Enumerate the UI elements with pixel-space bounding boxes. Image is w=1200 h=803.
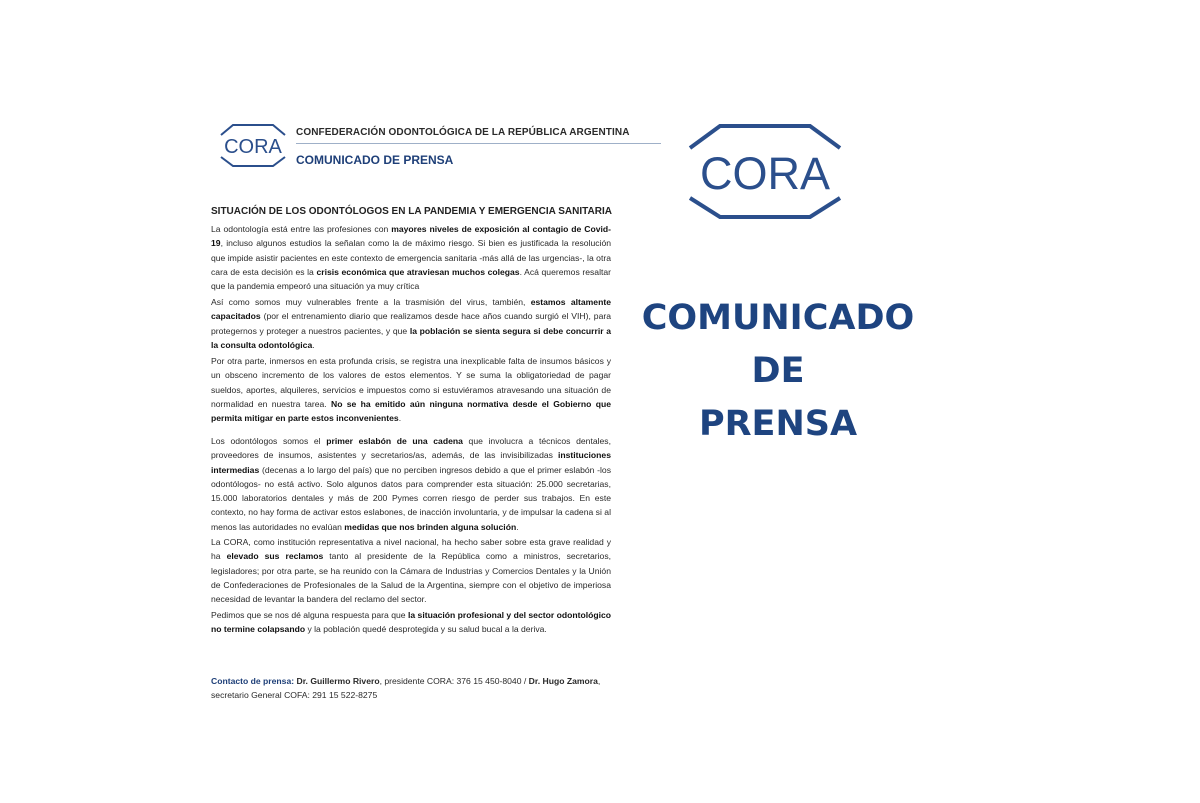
logo-text: CORA — [224, 136, 282, 158]
paragraph-6 — [211, 608, 611, 637]
text-run: (decenas a lo largo del país) que no perciben ingresos debido a que el primer eslabón -los odontólogos- no está activo. Solo algunos datos para comprender esta situación: 25.000 secretarias, 15.000 laboratorios dentales y más de 200 Pymes corren riesgo de perder sus trabajos. En este contexto, no hay forma de activar estos eslabones, de inacción involuntaria, y de impulsar la cadena si al menos las autoridades no evalúan — [211, 464, 611, 532]
document-heading: SITUACIÓN DE LOS ODONTÓLOGOS EN LA PANDEMIA Y EMERGENCIA SANITARIA — [211, 206, 612, 217]
cora-logo-large — [687, 122, 843, 220]
text-run: Por otra parte, inmersos en esta profunda crisis, se registra una inexplicable falta de insumos básicos y un obsceno incremento de los valores de estos elementos. Y se suma la obligatoriedad de pagar sueldos, aportes, alquileres, servicios e impuestos como si estuviéramos atravesando una situación de normalidad en nuestra tarea. — [211, 356, 611, 409]
bold-text-run: Dr. Guillermo Rivero — [296, 676, 380, 686]
text-run: La odontología está entre las profesiones con — [211, 224, 392, 234]
header-divider — [296, 143, 661, 144]
text-run: tanto al presidente de la República como a ministros, secretarios, legisladores; por otra parte, se ha reunido con la Cámara de Industrias y Comercios Dentales y la Unión de Confederaciones de Profesionales de la Salud de la Argentina, siempre con el objetivo de imperiosa necesidad de levantar la bandera del reclamo del sector. — [211, 551, 612, 605]
title-line-1: COMUNICADO — [641, 298, 915, 338]
press-release-document — [205, 118, 630, 718]
bold-text-run: mayores niveles de exposición al contagio de Covid-19 — [211, 224, 611, 249]
text-run: y la población quedé desprotegida y su salud bucal a la deriva. — [305, 624, 547, 635]
text-run: Pedimos que se nos dé alguna respuesta para que — [211, 610, 408, 620]
contact-label: Contacto de prensa: — [211, 676, 297, 686]
bold-text-run: elevado sus reclamos — [226, 551, 324, 562]
bold-text-run: Dr. Hugo Zamora — [528, 676, 598, 686]
text-run: , incluso algunos estudios la señalan como la de máximo riesgo. Si bien es justificada la resolución que impide asistir pacientes en este contexto de emergencia sanitaria -más allá de las urgencias-, la otra cara de esta decisión es la — [211, 238, 611, 277]
paragraph-3 — [211, 354, 611, 425]
paragraph-1 — [211, 222, 611, 293]
text-run: . — [516, 521, 519, 532]
text-run: La CORA, como institución representativa a nivel nacional, ha hecho saber sobre esta grave realidad y ha — [211, 537, 611, 562]
text-run: (por el entrenamiento diario que realizamos desde hace años cuando surgió el VIH), para protegernos y proteger a nuestros pacientes, y que — [211, 311, 611, 336]
title-line-3: PRENSA — [698, 404, 858, 444]
document-subtitle: COMUNICADO DE PRENSA — [296, 153, 454, 167]
bold-text-run: la situación profesional y del sector odontológico no termine colapsando — [211, 610, 612, 635]
bold-text-run: estamos altamente capacitados — [211, 297, 611, 322]
title-line-2: DE — [751, 351, 805, 391]
text-run: , secretario General COFA: 291 15 522-8275 — [211, 676, 601, 701]
text-run: . — [398, 413, 402, 424]
press-contact — [211, 674, 611, 703]
paragraph-5 — [211, 535, 611, 606]
bold-text-run: instituciones intermedias — [211, 450, 611, 475]
bold-text-run: primer eslabón de una cadena — [326, 436, 463, 446]
paragraph-2 — [211, 295, 611, 352]
text-run: . Acá queremos resaltar que la pandemia empeoró una situación ya muy crítica — [211, 266, 612, 292]
text-run: . — [312, 339, 315, 350]
announcement-title — [630, 292, 926, 451]
text-run: que involucra a técnicos dentales, proveedores de insumos, asistentes y secretarios/as, además, de las invisibilizadas — [211, 436, 611, 461]
cora-logo-small — [219, 122, 287, 168]
logo-text: CORA — [699, 148, 831, 199]
text-run: Así como somos muy vulnerables frente a la trasmisión del virus, también, — [211, 297, 531, 307]
bold-text-run: la población se sienta segura si debe concurrir a la consulta odontológica — [211, 325, 611, 350]
text-run: , presidente CORA: 376 15 450-8040 / — [379, 676, 529, 686]
bold-text-run: medidas que nos brinden alguna solución — [344, 521, 517, 532]
text-run: Los odontólogos somos el — [211, 436, 327, 446]
bold-text-run: crisis económica que atraviesan muchos colegas — [316, 266, 520, 277]
bold-text-run: No se ha emitido aún ninguna normativa desde el Gobierno que permita mitigar en parte estos inconvenientes — [211, 398, 611, 424]
organization-name: CONFEDERACIÓN ODONTOLÓGICA DE LA REPÚBLICA ARGENTINA — [296, 127, 630, 138]
paragraph-4 — [211, 434, 611, 534]
